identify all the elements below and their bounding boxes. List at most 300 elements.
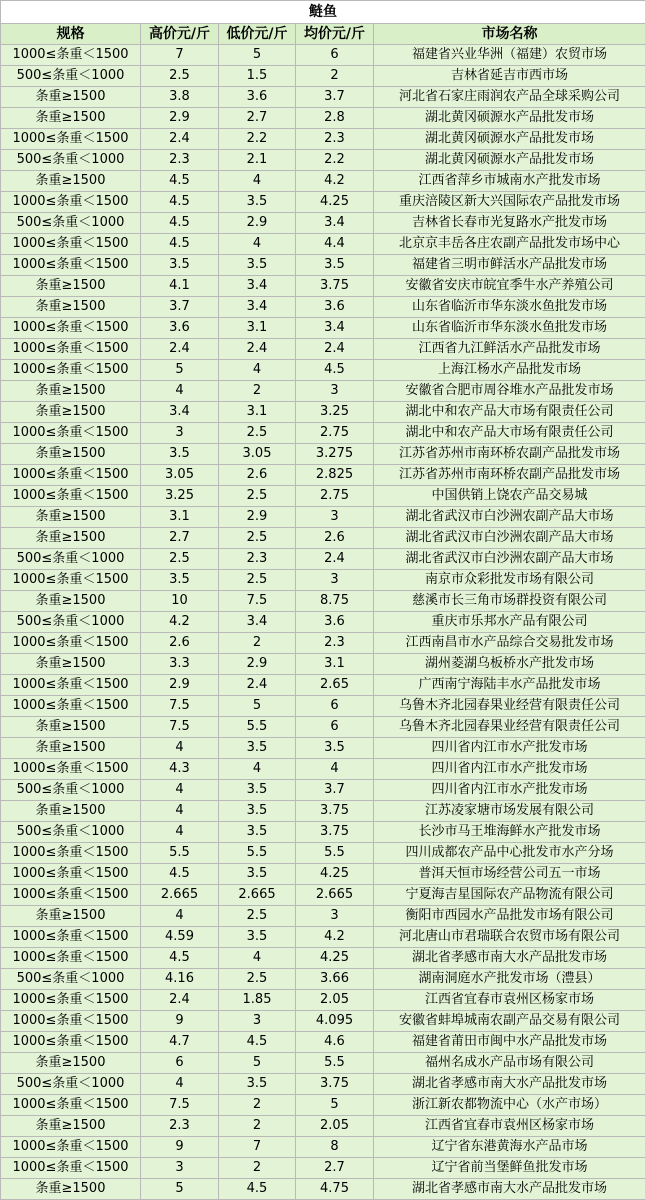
cell-spec: 条重≥1500 [1,444,141,465]
table-row [1,318,645,339]
cell-high-price: 2.6 [141,633,219,654]
cell-spec: 条重≥1500 [1,171,141,192]
cell-spec: 1000≤条重＜1500 [1,864,141,885]
cell-market: 四川省内江市水产批发市场 [374,759,645,780]
cell-high-price: 3.4 [141,402,219,423]
table-row [1,675,645,696]
table-row [1,87,645,108]
cell-low-price: 2.4 [219,675,296,696]
cell-market: 山东省临沂市华东淡水鱼批发市场 [374,297,645,318]
cell-low-price: 3.5 [219,192,296,213]
cell-low-price: 2.9 [219,213,296,234]
cell-market: 慈溪市长三角市场群投资有限公司 [374,591,645,612]
cell-spec: 条重≥1500 [1,1179,141,1200]
header-avg-price: 均价元/斤 [296,24,374,45]
cell-spec: 条重≥1500 [1,717,141,738]
cell-market: 江苏省苏州市南环桥农副产品批发市场 [374,444,645,465]
table-row [1,864,645,885]
cell-avg-price: 3.5 [296,255,374,276]
table-row [1,1053,645,1074]
cell-market: 湖北黄冈硕源水产品批发市场 [374,129,645,150]
table-row [1,1095,645,1116]
cell-spec: 条重≥1500 [1,276,141,297]
cell-spec: 500≤条重＜1000 [1,969,141,990]
cell-market: 江苏省苏州市南环桥农副产品批发市场 [374,465,645,486]
cell-spec: 条重≥1500 [1,1116,141,1137]
cell-high-price: 4.16 [141,969,219,990]
table-row [1,969,645,990]
cell-market: 辽宁省前当堡鲜鱼批发市场 [374,1158,645,1179]
cell-spec: 条重≥1500 [1,381,141,402]
cell-high-price: 4.7 [141,1032,219,1053]
cell-avg-price: 2.8 [296,108,374,129]
table-row [1,150,645,171]
cell-spec: 1000≤条重＜1500 [1,45,141,66]
cell-high-price: 2.3 [141,1116,219,1137]
cell-high-price: 2.4 [141,129,219,150]
cell-spec: 条重≥1500 [1,87,141,108]
cell-market: 广西南宁海陆丰水产品批发市场 [374,675,645,696]
cell-spec: 500≤条重＜1000 [1,1074,141,1095]
table-row [1,549,645,570]
cell-avg-price: 2.825 [296,465,374,486]
cell-avg-price: 3.4 [296,213,374,234]
cell-spec: 1000≤条重＜1500 [1,948,141,969]
cell-high-price: 4.5 [141,171,219,192]
cell-market: 吉林省长春市光复路水产批发市场 [374,213,645,234]
cell-market: 重庆市乐邦水产品有限公司 [374,612,645,633]
cell-market: 四川成都农产品中心批发市水产分场 [374,843,645,864]
cell-market: 辽宁省东港黄海水产品市场 [374,1137,645,1158]
cell-avg-price: 4.5 [296,360,374,381]
cell-low-price: 2.5 [219,528,296,549]
cell-low-price: 5.5 [219,843,296,864]
table-row [1,801,645,822]
cell-low-price: 2.5 [219,486,296,507]
cell-avg-price: 4.095 [296,1011,374,1032]
cell-high-price: 3.05 [141,465,219,486]
cell-spec: 1000≤条重＜1500 [1,759,141,780]
table-row [1,990,645,1011]
cell-market: 安徽省合肥市周谷堆水产品批发市场 [374,381,645,402]
table-row [1,591,645,612]
cell-low-price: 3.1 [219,318,296,339]
cell-avg-price: 3.66 [296,969,374,990]
cell-low-price: 5 [219,696,296,717]
cell-low-price: 2.5 [219,969,296,990]
cell-high-price: 7.5 [141,717,219,738]
cell-high-price: 4.1 [141,276,219,297]
cell-avg-price: 3.75 [296,1074,374,1095]
table-row [1,780,645,801]
cell-avg-price: 4.4 [296,234,374,255]
cell-spec: 1000≤条重＜1500 [1,675,141,696]
cell-high-price: 5.5 [141,843,219,864]
cell-avg-price: 3.75 [296,801,374,822]
table-row [1,1011,645,1032]
cell-market: 福州名成水产品市场有限公司 [374,1053,645,1074]
cell-spec: 条重≥1500 [1,654,141,675]
table-row [1,612,645,633]
cell-market: 四川省内江市水产批发市场 [374,780,645,801]
cell-spec: 500≤条重＜1000 [1,549,141,570]
cell-low-price: 1.85 [219,990,296,1011]
cell-avg-price: 2.6 [296,528,374,549]
cell-avg-price: 3.75 [296,276,374,297]
cell-spec: 1000≤条重＜1500 [1,1011,141,1032]
cell-market: 湖北中和农产品大市场有限责任公司 [374,423,645,444]
cell-market: 安徽省蚌埠城南农副产品交易有限公司 [374,1011,645,1032]
cell-market: 湖北省孝感市南大水产品批发市场 [374,948,645,969]
cell-avg-price: 2.05 [296,1116,374,1137]
cell-avg-price: 2.65 [296,675,374,696]
cell-market: 四川省内江市水产批发市场 [374,738,645,759]
cell-low-price: 4.5 [219,1179,296,1200]
cell-high-price: 4 [141,1074,219,1095]
cell-high-price: 2.5 [141,66,219,87]
cell-market: 北京京丰岳各庄农副产品批发市场中心 [374,234,645,255]
cell-low-price: 2.7 [219,108,296,129]
cell-spec: 500≤条重＜1000 [1,822,141,843]
cell-spec: 条重≥1500 [1,591,141,612]
cell-high-price: 4 [141,381,219,402]
table-row [1,339,645,360]
cell-market: 河北唐山市君瑞联合农贸市场有限公司 [374,927,645,948]
table-row [1,276,645,297]
table-row [1,1179,645,1200]
cell-avg-price: 5 [296,1095,374,1116]
cell-high-price: 3.7 [141,297,219,318]
cell-low-price: 3.4 [219,276,296,297]
cell-avg-price: 3 [296,507,374,528]
cell-low-price: 4 [219,360,296,381]
cell-market: 衡阳市西园水产品批发市场有限公司 [374,906,645,927]
cell-avg-price: 2.4 [296,549,374,570]
cell-low-price: 2.9 [219,507,296,528]
cell-low-price: 5 [219,1053,296,1074]
cell-low-price: 2.5 [219,423,296,444]
cell-market: 长沙市马王堆海鲜水产批发市场 [374,822,645,843]
cell-spec: 1000≤条重＜1500 [1,843,141,864]
table-row [1,1074,645,1095]
cell-market: 福建省兴业华洲（福建）农贸市场 [374,45,645,66]
table-row [1,717,645,738]
cell-low-price: 2.2 [219,129,296,150]
cell-spec: 1000≤条重＜1500 [1,990,141,1011]
cell-market: 乌鲁木齐北园春果业经营有限责任公司 [374,696,645,717]
cell-market: 上海江杨水产品批发市场 [374,360,645,381]
cell-avg-price: 2.3 [296,633,374,654]
cell-low-price: 1.5 [219,66,296,87]
cell-avg-price: 6 [296,696,374,717]
cell-spec: 1000≤条重＜1500 [1,318,141,339]
cell-avg-price: 8 [296,1137,374,1158]
cell-market: 福建省三明市鲜活水产品批发市场 [374,255,645,276]
table-row [1,1032,645,1053]
cell-avg-price: 2.7 [296,1158,374,1179]
cell-high-price: 3.8 [141,87,219,108]
cell-market: 湖北黄冈硕源水产品批发市场 [374,108,645,129]
cell-low-price: 2.9 [219,654,296,675]
cell-low-price: 2 [219,1116,296,1137]
cell-spec: 1000≤条重＜1500 [1,423,141,444]
cell-market: 安徽省安庆市皖宜季牛水产养殖公司 [374,276,645,297]
cell-high-price: 4 [141,906,219,927]
cell-spec: 1000≤条重＜1500 [1,1137,141,1158]
cell-low-price: 2.3 [219,549,296,570]
cell-market: 湖北省武汉市白沙洲农副产品大市场 [374,528,645,549]
cell-avg-price: 2.75 [296,486,374,507]
table-row [1,213,645,234]
cell-high-price: 4.3 [141,759,219,780]
table-row [1,297,645,318]
cell-high-price: 9 [141,1137,219,1158]
cell-spec: 1000≤条重＜1500 [1,339,141,360]
cell-high-price: 3 [141,423,219,444]
cell-high-price: 4.5 [141,234,219,255]
cell-spec: 1000≤条重＜1500 [1,633,141,654]
cell-low-price: 2.4 [219,339,296,360]
cell-high-price: 3.6 [141,318,219,339]
cell-low-price: 7 [219,1137,296,1158]
title-row [1,1,645,24]
table-row [1,129,645,150]
cell-low-price: 3.5 [219,255,296,276]
cell-high-price: 4.59 [141,927,219,948]
table-row [1,423,645,444]
cell-market: 普洱天恒市场经营公司五一市场 [374,864,645,885]
cell-avg-price: 4.2 [296,171,374,192]
cell-avg-price: 3.7 [296,780,374,801]
cell-avg-price: 4.25 [296,948,374,969]
table-row [1,927,645,948]
table-row [1,234,645,255]
cell-low-price: 3.4 [219,297,296,318]
cell-avg-price: 4.75 [296,1179,374,1200]
cell-low-price: 2 [219,633,296,654]
cell-low-price: 7.5 [219,591,296,612]
cell-low-price: 2.1 [219,150,296,171]
table-body [1,45,645,1200]
cell-low-price: 3.5 [219,1074,296,1095]
cell-high-price: 3.1 [141,507,219,528]
cell-high-price: 2.3 [141,150,219,171]
cell-spec: 1000≤条重＜1500 [1,192,141,213]
cell-high-price: 4 [141,780,219,801]
cell-low-price: 2.6 [219,465,296,486]
cell-low-price: 2.665 [219,885,296,906]
cell-spec: 500≤条重＜1000 [1,213,141,234]
cell-avg-price: 2.75 [296,423,374,444]
cell-market: 浙江新农都物流中心（水产市场） [374,1095,645,1116]
cell-high-price: 6 [141,1053,219,1074]
cell-high-price: 4 [141,822,219,843]
cell-avg-price: 3.25 [296,402,374,423]
cell-low-price: 4 [219,759,296,780]
table-row [1,381,645,402]
cell-market: 江西省宜春市袁州区杨家市场 [374,990,645,1011]
cell-avg-price: 4.2 [296,927,374,948]
cell-low-price: 2 [219,1158,296,1179]
table-row [1,906,645,927]
cell-high-price: 7 [141,45,219,66]
cell-market: 河北省石家庄雨润农产品全球采购公司 [374,87,645,108]
table-row [1,738,645,759]
cell-low-price: 3.5 [219,738,296,759]
table-row [1,843,645,864]
cell-low-price: 3 [219,1011,296,1032]
cell-market: 湖北省武汉市白沙洲农副产品大市场 [374,549,645,570]
cell-avg-price: 3.1 [296,654,374,675]
cell-high-price: 4.5 [141,192,219,213]
table-row [1,507,645,528]
cell-low-price: 3.5 [219,822,296,843]
cell-avg-price: 3.5 [296,738,374,759]
cell-high-price: 4 [141,801,219,822]
cell-market: 福建省莆田市闽中水产品批发市场 [374,1032,645,1053]
table-row [1,528,645,549]
cell-market: 吉林省延吉市西市场 [374,66,645,87]
cell-market: 中国供销上饶农产品交易城 [374,486,645,507]
header-high-price: 高价元/斤 [141,24,219,45]
cell-spec: 1000≤条重＜1500 [1,360,141,381]
cell-spec: 500≤条重＜1000 [1,780,141,801]
cell-low-price: 4 [219,948,296,969]
cell-low-price: 4 [219,171,296,192]
cell-high-price: 3.5 [141,255,219,276]
cell-low-price: 3.5 [219,801,296,822]
table-row [1,486,645,507]
cell-high-price: 10 [141,591,219,612]
cell-spec: 1000≤条重＜1500 [1,1158,141,1179]
cell-avg-price: 3 [296,381,374,402]
cell-high-price: 4 [141,738,219,759]
table-row [1,444,645,465]
cell-low-price: 3.5 [219,780,296,801]
cell-spec: 条重≥1500 [1,108,141,129]
cell-spec: 条重≥1500 [1,906,141,927]
cell-avg-price: 5.5 [296,1053,374,1074]
cell-avg-price: 2.665 [296,885,374,906]
cell-high-price: 5 [141,1179,219,1200]
cell-high-price: 2.9 [141,675,219,696]
cell-spec: 条重≥1500 [1,507,141,528]
table-row [1,1116,645,1137]
cell-avg-price: 4.6 [296,1032,374,1053]
cell-low-price: 3.05 [219,444,296,465]
cell-avg-price: 4 [296,759,374,780]
cell-market: 江西省宜春市袁州区杨家市场 [374,1116,645,1137]
cell-market: 山东省临沂市华东淡水鱼批发市场 [374,318,645,339]
table-row [1,108,645,129]
table-row [1,696,645,717]
cell-market: 湖北省孝感市南大水产品批发市场 [374,1179,645,1200]
cell-spec: 1000≤条重＜1500 [1,486,141,507]
cell-spec: 条重≥1500 [1,297,141,318]
cell-market: 乌鲁木齐北园春果业经营有限责任公司 [374,717,645,738]
cell-high-price: 2.665 [141,885,219,906]
cell-avg-price: 2.2 [296,150,374,171]
cell-spec: 1000≤条重＜1500 [1,255,141,276]
cell-low-price: 2 [219,1095,296,1116]
cell-high-price: 2.7 [141,528,219,549]
cell-high-price: 4.5 [141,213,219,234]
cell-avg-price: 3.75 [296,822,374,843]
cell-high-price: 2.5 [141,549,219,570]
cell-avg-price: 3.7 [296,87,374,108]
cell-avg-price: 2.05 [296,990,374,1011]
table-row [1,1137,645,1158]
cell-high-price: 7.5 [141,696,219,717]
cell-spec: 1000≤条重＜1500 [1,570,141,591]
cell-high-price: 4.5 [141,864,219,885]
cell-avg-price: 3.6 [296,297,374,318]
cell-market: 宁夏海吉星国际农产品物流有限公司 [374,885,645,906]
table-row [1,885,645,906]
cell-spec: 条重≥1500 [1,1053,141,1074]
cell-spec: 1000≤条重＜1500 [1,129,141,150]
cell-spec: 1000≤条重＜1500 [1,234,141,255]
cell-spec: 1000≤条重＜1500 [1,1095,141,1116]
cell-high-price: 2.4 [141,339,219,360]
cell-spec: 1000≤条重＜1500 [1,885,141,906]
cell-low-price: 2.5 [219,906,296,927]
cell-market: 湖北黄冈硕源水产品批发市场 [374,150,645,171]
cell-high-price: 9 [141,1011,219,1032]
cell-market: 湖北省孝感市南大水产品批发市场 [374,1074,645,1095]
table-row [1,402,645,423]
cell-market: 重庆涪陵区新大兴国际农产品批发市场 [374,192,645,213]
cell-high-price: 3.5 [141,444,219,465]
cell-high-price: 4.5 [141,948,219,969]
table-title: 鲢鱼 [1,1,645,24]
cell-low-price: 4.5 [219,1032,296,1053]
cell-spec: 1000≤条重＜1500 [1,696,141,717]
cell-avg-price: 3 [296,570,374,591]
cell-avg-price: 8.75 [296,591,374,612]
cell-avg-price: 3 [296,906,374,927]
cell-avg-price: 6 [296,45,374,66]
cell-avg-price: 3.6 [296,612,374,633]
cell-spec: 500≤条重＜1000 [1,612,141,633]
cell-low-price: 3.5 [219,864,296,885]
table-row [1,45,645,66]
cell-spec: 1000≤条重＜1500 [1,927,141,948]
cell-avg-price: 2.4 [296,339,374,360]
table-row [1,759,645,780]
header-market: 市场名称 [374,24,645,45]
table-row [1,654,645,675]
cell-market: 湖州菱湖乌板桥水产批发市场 [374,654,645,675]
cell-spec: 500≤条重＜1000 [1,150,141,171]
cell-market: 湖北中和农产品大市场有限责任公司 [374,402,645,423]
cell-high-price: 3.3 [141,654,219,675]
cell-market: 江西省九江鲜活水产品批发市场 [374,339,645,360]
cell-market: 南京市众彩批发市场有限公司 [374,570,645,591]
table-row [1,171,645,192]
cell-low-price: 2.5 [219,570,296,591]
table-row [1,255,645,276]
cell-avg-price: 3.275 [296,444,374,465]
cell-avg-price: 3.4 [296,318,374,339]
cell-low-price: 2 [219,381,296,402]
header-row [1,24,645,45]
table-row [1,822,645,843]
cell-high-price: 4.2 [141,612,219,633]
cell-avg-price: 5.5 [296,843,374,864]
cell-low-price: 5.5 [219,717,296,738]
cell-market: 湖南洞庭水产批发市场（澧县） [374,969,645,990]
